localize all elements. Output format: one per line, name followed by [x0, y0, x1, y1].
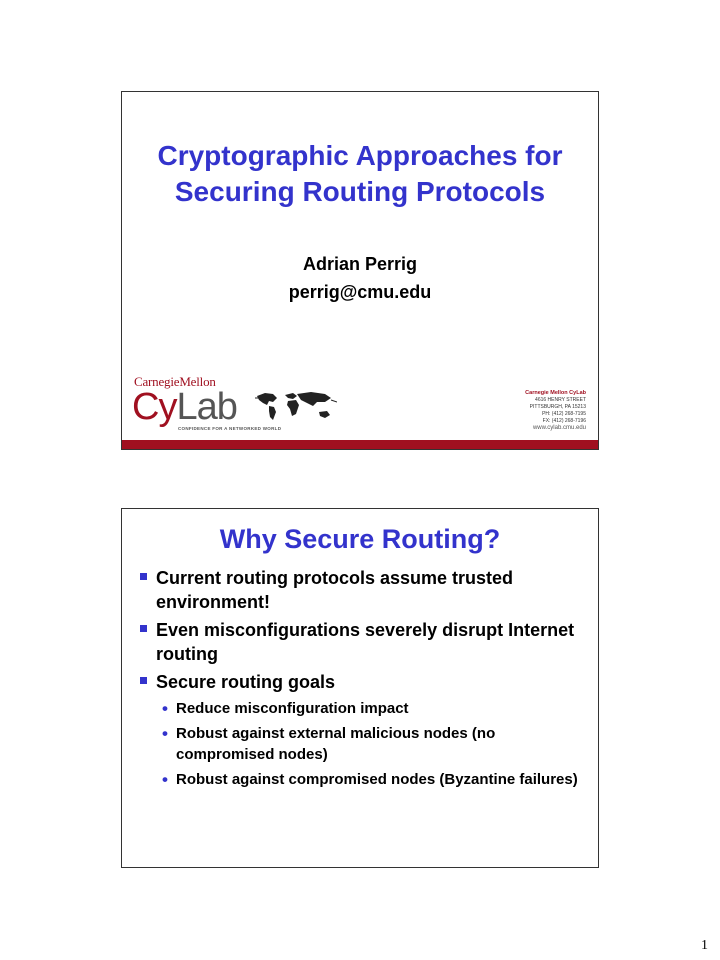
sub-bullet-item	[138, 723, 584, 765]
address-city: PITTSBURGH, PA 15213	[529, 404, 586, 410]
address-org: Carnegie Mellon CyLab	[525, 390, 586, 396]
title-line-1: Cryptographic Approaches for	[157, 140, 563, 171]
sub-bullet-text: Reduce misconfiguration impact	[176, 700, 409, 717]
cylab-logo-cy: Cy	[132, 386, 177, 428]
author-email: perrig@cmu.edu	[288, 282, 432, 302]
bullet-item	[138, 670, 584, 694]
footer-accent-bar	[122, 440, 598, 449]
cylab-logo	[132, 387, 237, 427]
bullet-item	[138, 566, 584, 614]
slide-title	[122, 138, 598, 210]
address-web: www.cylab.cmu.edu	[532, 425, 586, 431]
slide-title: Why Secure Routing?	[219, 524, 501, 554]
square-bullet-icon	[140, 625, 147, 632]
bullet-item	[138, 618, 584, 666]
world-map-icon	[255, 390, 337, 422]
cylab-logo-lab: Lab	[176, 386, 237, 428]
square-bullet-icon	[140, 573, 147, 580]
cmu-wordmark: CarnegieMellon	[134, 374, 216, 389]
bullet-text: Current routing protocols assume trusted environment!	[156, 568, 514, 612]
dot-bullet-icon: •	[162, 699, 168, 718]
square-bullet-icon	[140, 677, 147, 684]
cylab-tagline: CONFIDENCE FOR A NETWORKED WORLD	[178, 426, 282, 431]
bullet-text: Secure routing goals	[156, 672, 336, 692]
author-name: Adrian Perrig	[302, 254, 418, 274]
address-street: 4616 HENRY STREET	[535, 397, 586, 403]
dot-bullet-icon: •	[162, 724, 168, 743]
page-number: 1	[701, 938, 708, 953]
dot-bullet-icon: •	[162, 770, 168, 789]
content-slide	[121, 508, 599, 868]
address-fax: FX: (412) 268-7196	[542, 418, 586, 424]
title-slide	[121, 91, 599, 450]
contact-address	[525, 390, 586, 432]
sub-bullet-item	[138, 698, 584, 719]
address-phone: PH: (412) 268-7195	[542, 411, 586, 417]
sub-bullet-item	[138, 769, 584, 790]
sub-bullet-text: Robust against external malicious nodes (no compromised nodes)	[176, 725, 496, 763]
bullet-list	[138, 566, 584, 794]
sub-bullet-text: Robust against compromised nodes (Byzantine failures)	[176, 771, 578, 788]
title-line-2: Securing Routing Protocols	[174, 176, 546, 207]
bullet-text: Even misconfigurations severely disrupt Internet routing	[156, 620, 575, 664]
